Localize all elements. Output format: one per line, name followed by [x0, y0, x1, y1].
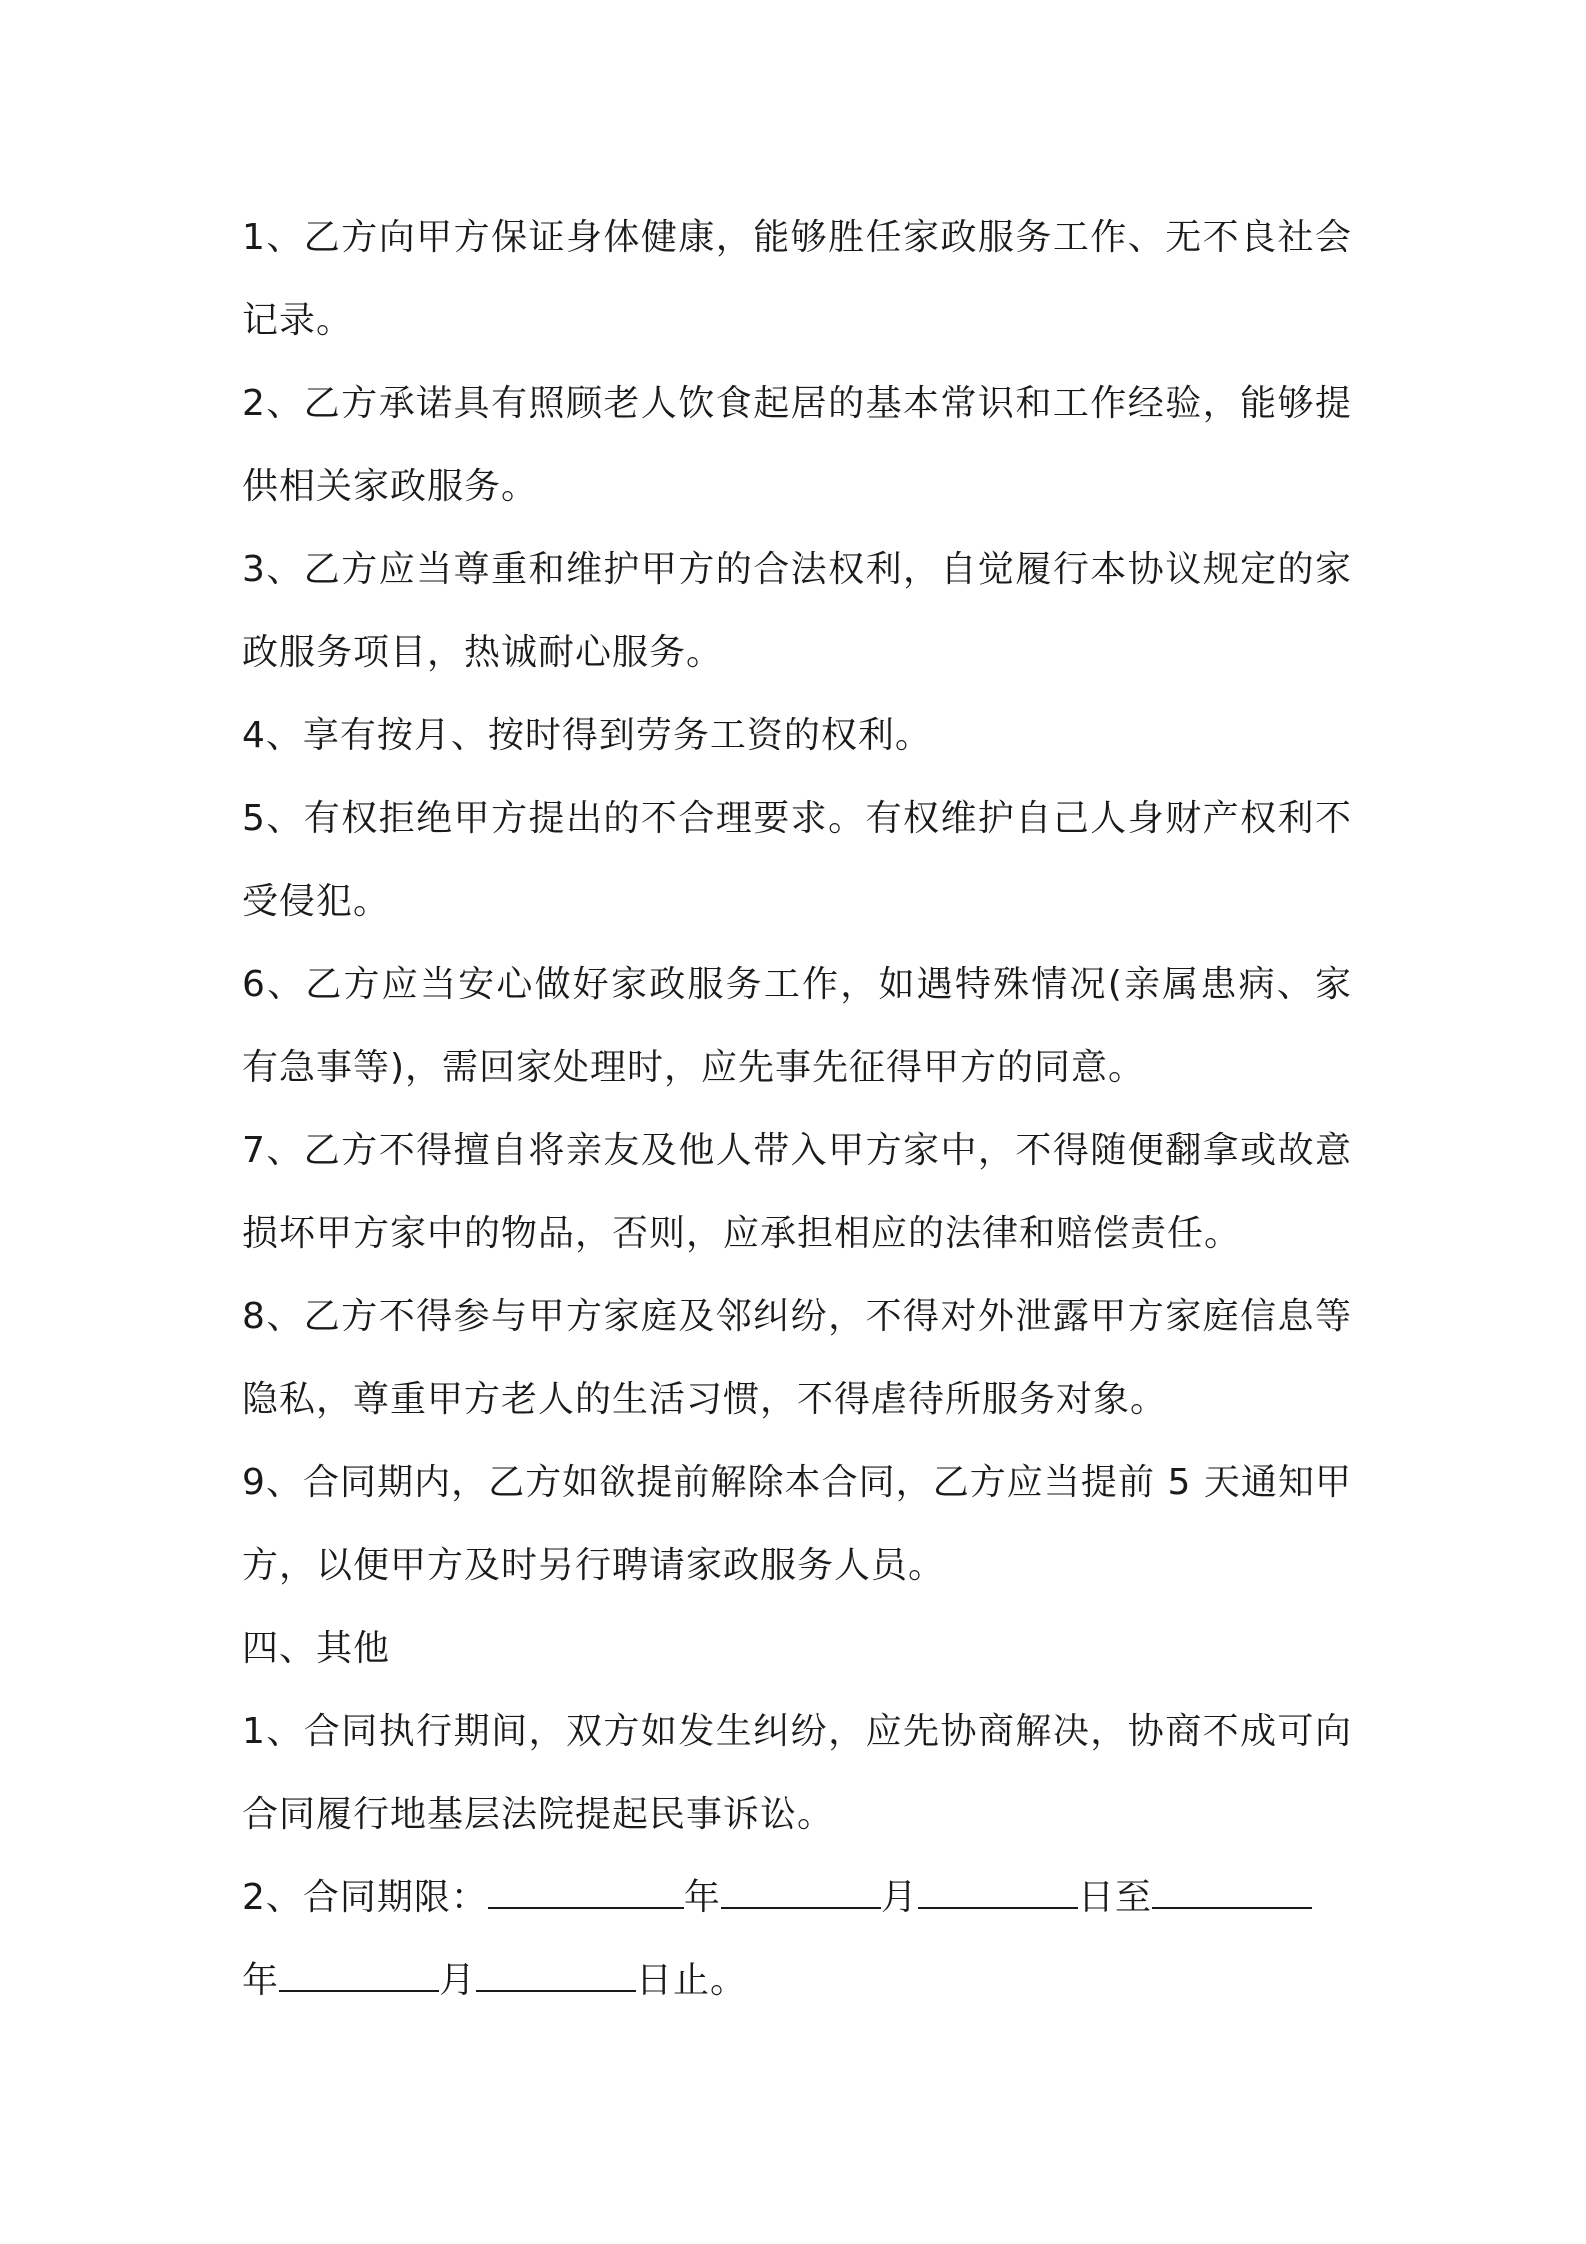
end-day-blank[interactable]	[476, 1960, 636, 1992]
clause-8: 8、乙方不得参与甲方家庭及邻纠纷，不得对外泄露甲方家庭信息等隐私，尊重甲方老人的生活习惯，不得虐待所服务对象。	[242, 1296, 1352, 1420]
start-month-label: 月	[880, 1877, 918, 1918]
section-clause-1: 1、合同执行期间，双方如发生纠纷，应先协商解决，协商不成可向合同履行地基层法院提起民事诉讼。	[242, 1711, 1352, 1835]
start-year-label: 年	[683, 1877, 721, 1918]
clause-4: 4、享有按月、按时得到劳务工资的权利。	[242, 715, 932, 756]
contract-term-line-2	[242, 1939, 1352, 2022]
clause-5: 5、有权拒绝甲方提出的不合理要求。有权维护自己人身财产权利不受侵犯。	[242, 798, 1352, 922]
end-year-blank[interactable]	[1152, 1877, 1312, 1909]
end-day-label: 日止。	[636, 1960, 748, 2001]
end-year-label: 年	[242, 1960, 280, 2001]
clause-2: 2、乙方承诺具有照顾老人饮食起居的基本常识和工作经验，能够提供相关家政服务。	[242, 383, 1352, 507]
section-clause-2	[242, 1856, 1352, 2022]
contract-term-line-1	[242, 1856, 1352, 1939]
document-page	[242, 196, 1352, 2022]
end-month-blank[interactable]	[279, 1960, 439, 1992]
clause-7: 7、乙方不得擅自将亲友及他人带入甲方家中，不得随便翻拿或故意损坏甲方家中的物品，否则，应承担相应的法律和赔偿责任。	[242, 1130, 1352, 1254]
clause-1: 1、乙方向甲方保证身体健康，能够胜任家政服务工作、无不良社会记录。	[242, 217, 1352, 341]
section-heading: 四、其他	[242, 1628, 391, 1669]
clause-6: 6、乙方应当安心做好家政服务工作，如遇特殊情况(亲属患病、家有急事等)，需回家处理时，应先事先征得甲方的同意。	[242, 964, 1352, 1088]
term-prefix: 2、合同期限：	[242, 1877, 488, 1918]
clause-3: 3、乙方应当尊重和维护甲方的合法权利，自觉履行本协议规定的家政服务项目，热诚耐心服务。	[242, 549, 1352, 673]
start-day-to-label: 日至	[1077, 1877, 1152, 1918]
start-day-blank[interactable]	[918, 1877, 1078, 1909]
start-year-blank[interactable]	[488, 1877, 684, 1909]
start-month-blank[interactable]	[721, 1877, 881, 1909]
clause-9: 9、合同期内，乙方如欲提前解除本合同，乙方应当提前 5 天通知甲方，以便甲方及时另行聘请家政服务人员。	[242, 1462, 1352, 1586]
end-month-label: 月	[439, 1960, 477, 2001]
